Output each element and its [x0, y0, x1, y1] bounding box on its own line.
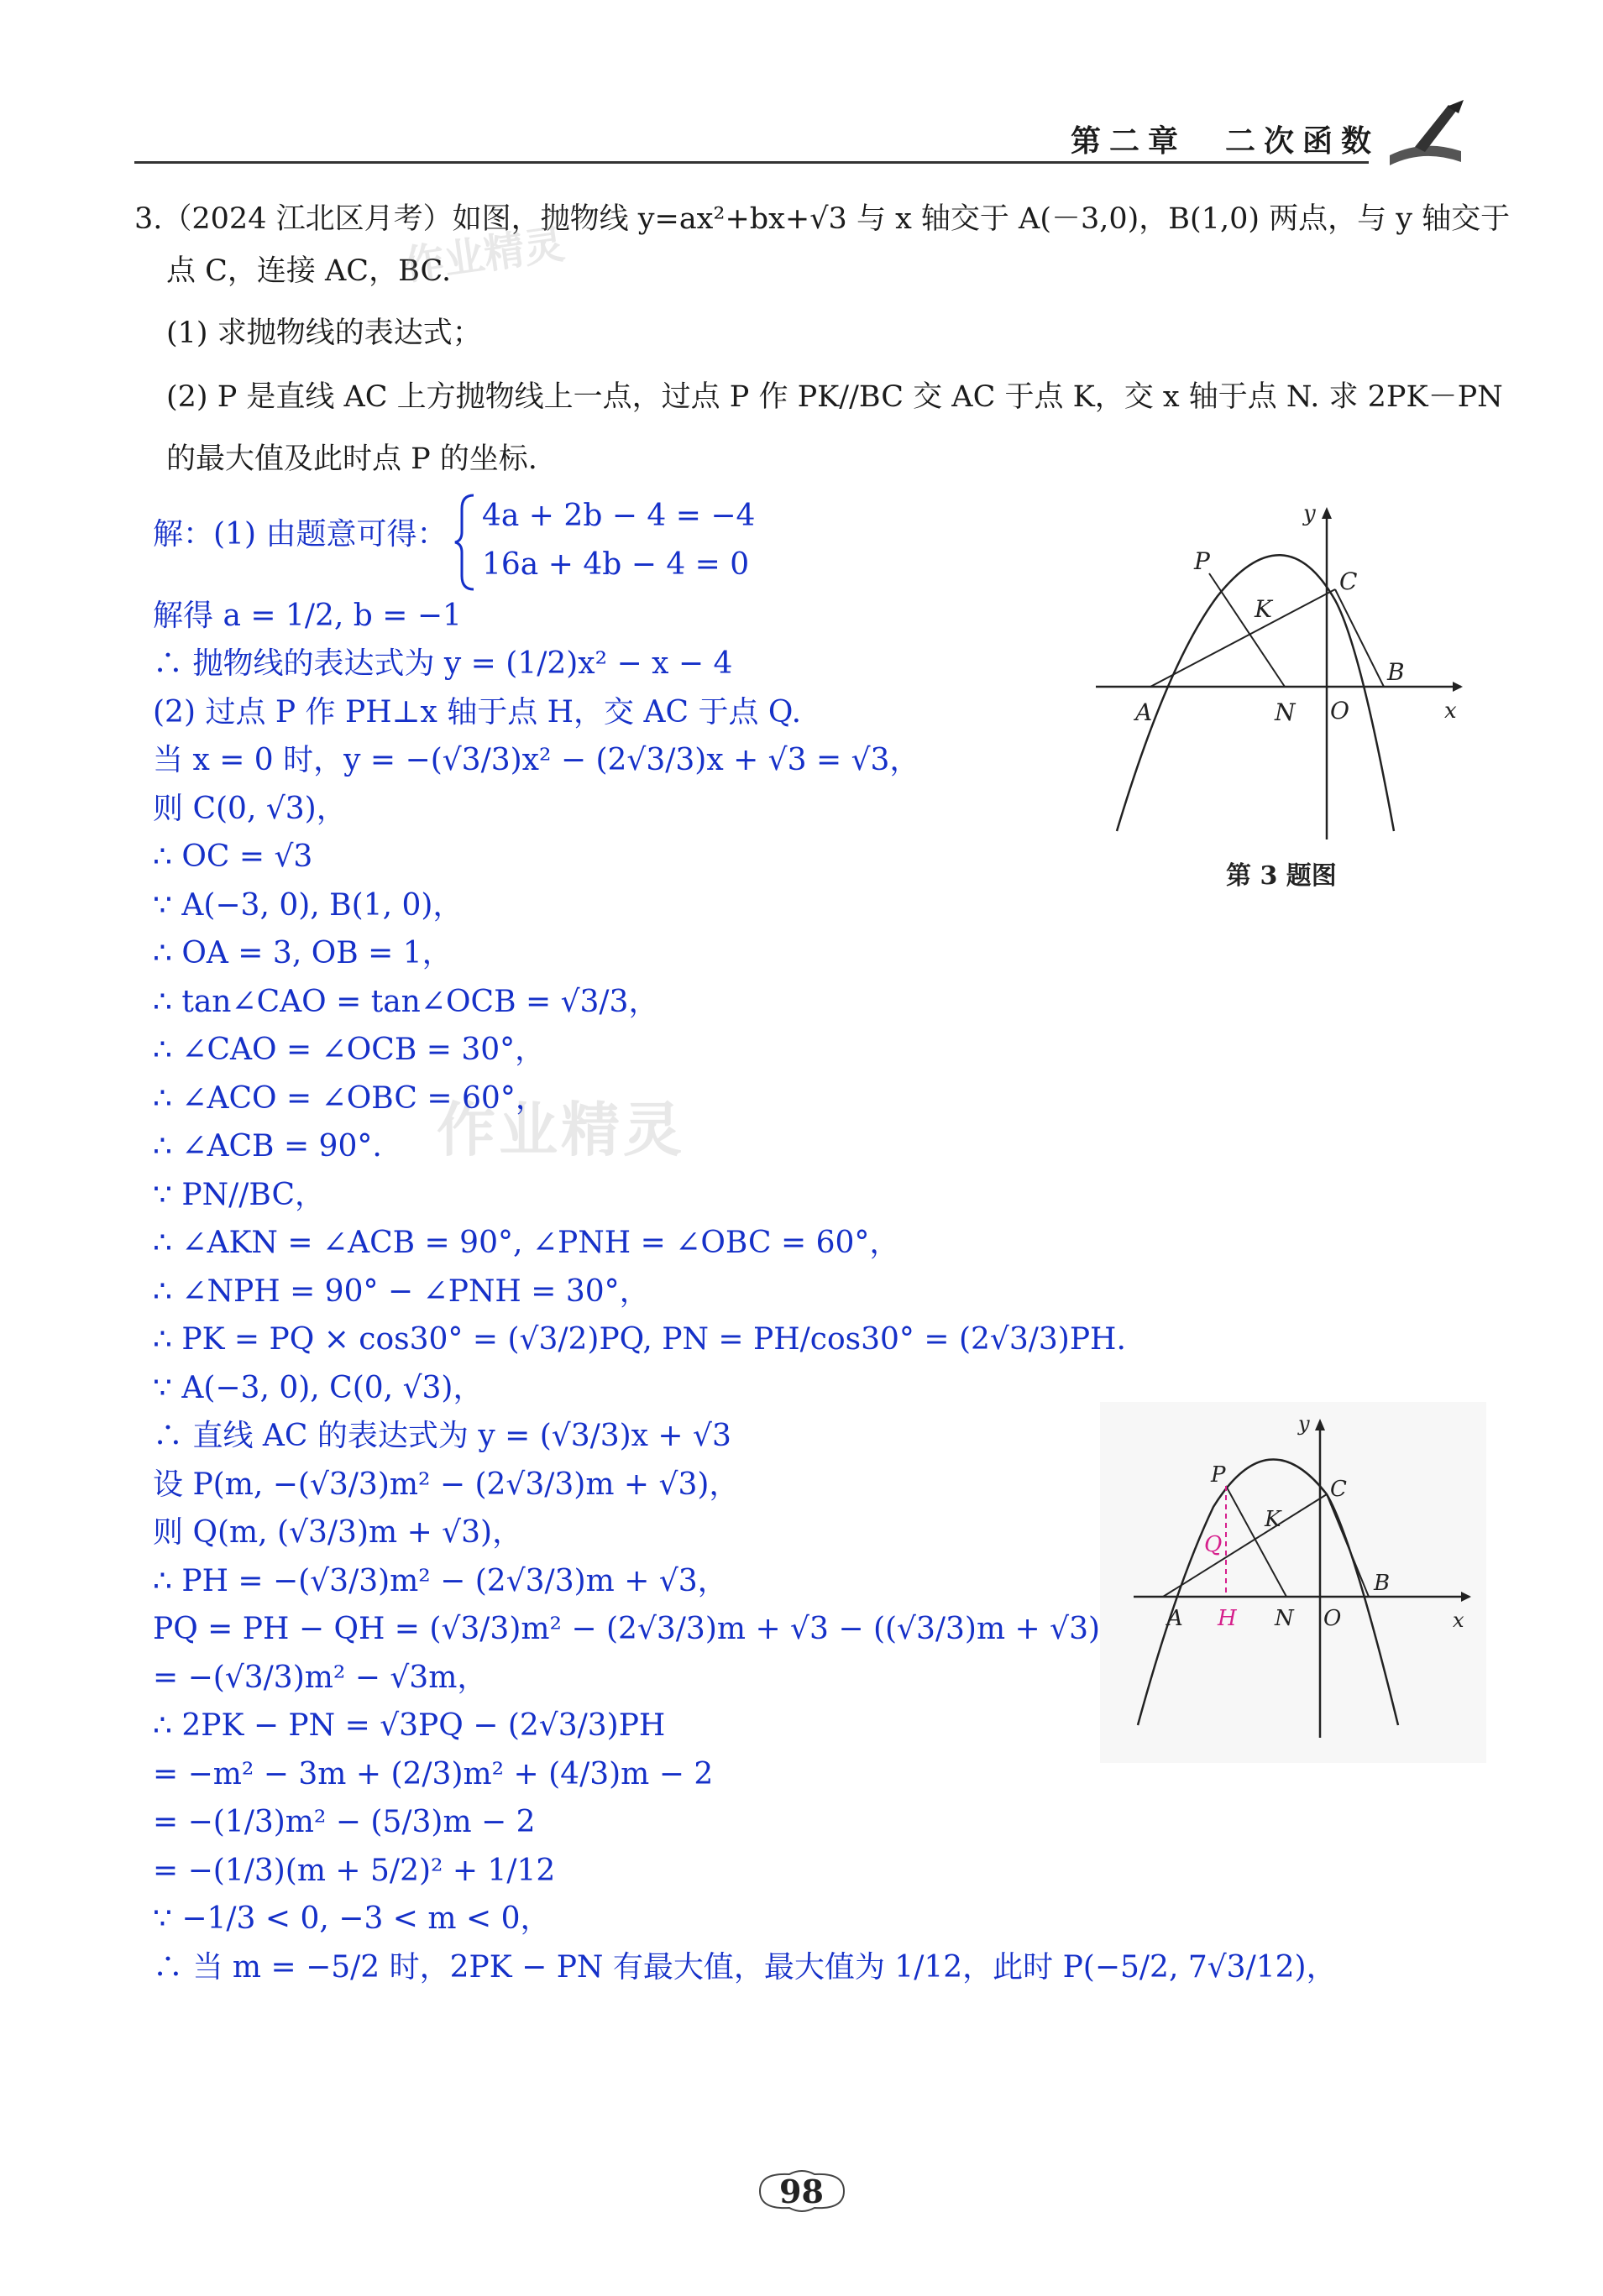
fig2-label-y: y	[1298, 1412, 1310, 1436]
solution-line: ∴ ∠AKN = ∠ACB = 90°, ∠PNH = ∠OBC = 60°，	[153, 1226, 900, 1260]
watermark-main: 作业精灵	[437, 1095, 685, 1164]
fig1-label-O: O	[1330, 697, 1349, 724]
solution-line: ∴ PH = −(√3/3)m² − (2√3/3)m + √3，	[153, 1564, 728, 1598]
chapter-title: 第二章 二次函数	[1071, 123, 1380, 159]
question-line-4: (2) P 是直线 AC 上方抛物线上一点，过点 P 作 PK//BC 交 AC 于点 K，交 x 轴于点 N. 求 2PK－PN	[166, 380, 1503, 414]
solution-line: ∴ tan∠CAO = tan∠OCB = √3/3，	[153, 985, 659, 1019]
solution-line: = −(1/3)(m + 5/2)² + 1/12	[153, 1854, 556, 1888]
question-line-3: (1) 求抛物线的表达式；	[166, 316, 482, 350]
solution-line: ∴ 2PK − PN = √3PQ − (2√3/3)PH	[153, 1708, 666, 1743]
system-brace	[452, 492, 477, 593]
solution-line: ∴ ∠ACB = 90°.	[153, 1129, 382, 1164]
solution-line: ∴ 抛物线的表达式为 y = (1/2)x² − x − 4	[153, 646, 733, 681]
solution-system-eq1: 4a + 2b − 4 = −4	[482, 499, 756, 533]
figure-2	[1100, 1402, 1486, 1763]
solution-system-eq2: 16a + 4b − 4 = 0	[482, 547, 750, 582]
solution-line: ∴ PK = PQ × cos30° = (√3/2)PQ, PN = PH/cos30° = (2√3/3)PH.	[153, 1322, 1126, 1357]
figure-1	[1083, 495, 1478, 848]
fig1-label-x: x	[1444, 698, 1457, 724]
fig1-segment-AC	[1150, 589, 1335, 687]
solution-line: ∴ OA = 3, OB = 1，	[153, 936, 453, 970]
solution-line: 则 Q(m, (√3/3)m + √3)，	[153, 1515, 523, 1550]
fig1-x-arrow-icon	[1453, 682, 1463, 692]
solution-line: 则 C(0, √3)，	[153, 792, 347, 826]
fig1-label-y: y	[1303, 501, 1316, 526]
solution-line: ∴ 直线 AC 的表达式为 y = (√3/3)x + √3	[153, 1419, 731, 1453]
fig2-label-A: A	[1167, 1606, 1183, 1631]
question-line-5: 的最大值及此时点 P 的坐标.	[166, 442, 537, 476]
fig1-label-K: K	[1255, 595, 1272, 623]
solution-line: ∴ 当 m = −5/2 时，2PK − PN 有最大值，最大值为 1/12，此时 P(−5/2, 7√3/12)，	[153, 1950, 1337, 1985]
fig2-label-x: x	[1453, 1608, 1464, 1632]
solution-line: (2) 过点 P 作 PH⊥x 轴于点 H，交 AC 于点 Q.	[153, 695, 802, 730]
fig1-label-N: N	[1275, 698, 1296, 726]
header-rule	[134, 161, 1369, 164]
solution-line: ∴ OC = √3	[153, 839, 313, 874]
solution-system-prefix: 解：(1) 由题意可得：	[153, 517, 448, 552]
solution-line: ∵ PN//BC，	[153, 1178, 325, 1212]
solution-line: ∴ ∠CAO = ∠OCB = 30°，	[153, 1033, 546, 1067]
pen-book-icon	[1381, 97, 1474, 168]
fig2-label-P: P	[1211, 1462, 1226, 1488]
solution-line: 解得 a = 1/2, b = −1	[153, 599, 462, 633]
fig1-label-A: A	[1135, 698, 1153, 726]
question-line-1: 3.（2024 江北区月考）如图，抛物线 y=ax²+bx+√3 与 x 轴交于 A(－3,0)，B(1,0) 两点，与 y 轴交于	[134, 202, 1511, 236]
solution-line: ∴ ∠NPH = 90° − ∠PNH = 30°，	[153, 1274, 650, 1309]
solution-line: 设 P(m, −(√3/3)m² − (2√3/3)m + √3)，	[153, 1467, 740, 1502]
solution-line: = −(1/3)m² − (5/3)m − 2	[153, 1805, 536, 1839]
fig2-label-C: C	[1330, 1477, 1347, 1502]
figure-1-caption: 第 3 题图	[1226, 861, 1337, 891]
solution-line: = −m² − 3m + (2/3)m² + (4/3)m − 2	[153, 1757, 714, 1791]
solution-line: ∴ ∠ACO = ∠OBC = 60°，	[153, 1081, 546, 1116]
solution-line: ∵ −1/3 < 0, −3 < m < 0，	[153, 1901, 551, 1936]
fig2-label-H: H	[1218, 1606, 1237, 1631]
fig2-label-N: N	[1275, 1606, 1294, 1631]
fig1-label-P: P	[1194, 547, 1210, 575]
fig1-label-C: C	[1339, 567, 1358, 595]
fig1-label-B: B	[1387, 658, 1405, 686]
fig2-label-Q: Q	[1204, 1532, 1223, 1557]
solution-line: ∵ A(−3, 0), C(0, √3)，	[153, 1371, 484, 1405]
page-number: 98	[779, 2173, 824, 2210]
fig2-label-B: B	[1374, 1571, 1391, 1596]
watermark-top: 作业精灵	[401, 220, 568, 290]
solution-line: ∵ A(−3, 0), B(1, 0)，	[153, 888, 464, 923]
solution-line: 当 x = 0 时，y = −(√3/3)x² − (2√3/3)x + √3 = √3，	[153, 743, 920, 777]
solution-line: PQ = PH − QH = (√3/3)m² − (2√3/3)m + √3 − ((√3/3)m + √3)	[153, 1612, 1101, 1646]
fig2-label-K: K	[1265, 1507, 1281, 1532]
fig2-label-O: O	[1323, 1606, 1342, 1631]
solution-line: = −(√3/3)m² − √3m，	[153, 1661, 488, 1695]
question-line-2: 点 C，连接 AC，BC.	[166, 254, 452, 288]
fig1-segment-PN	[1209, 573, 1285, 687]
fig1-y-arrow-icon	[1322, 507, 1332, 519]
